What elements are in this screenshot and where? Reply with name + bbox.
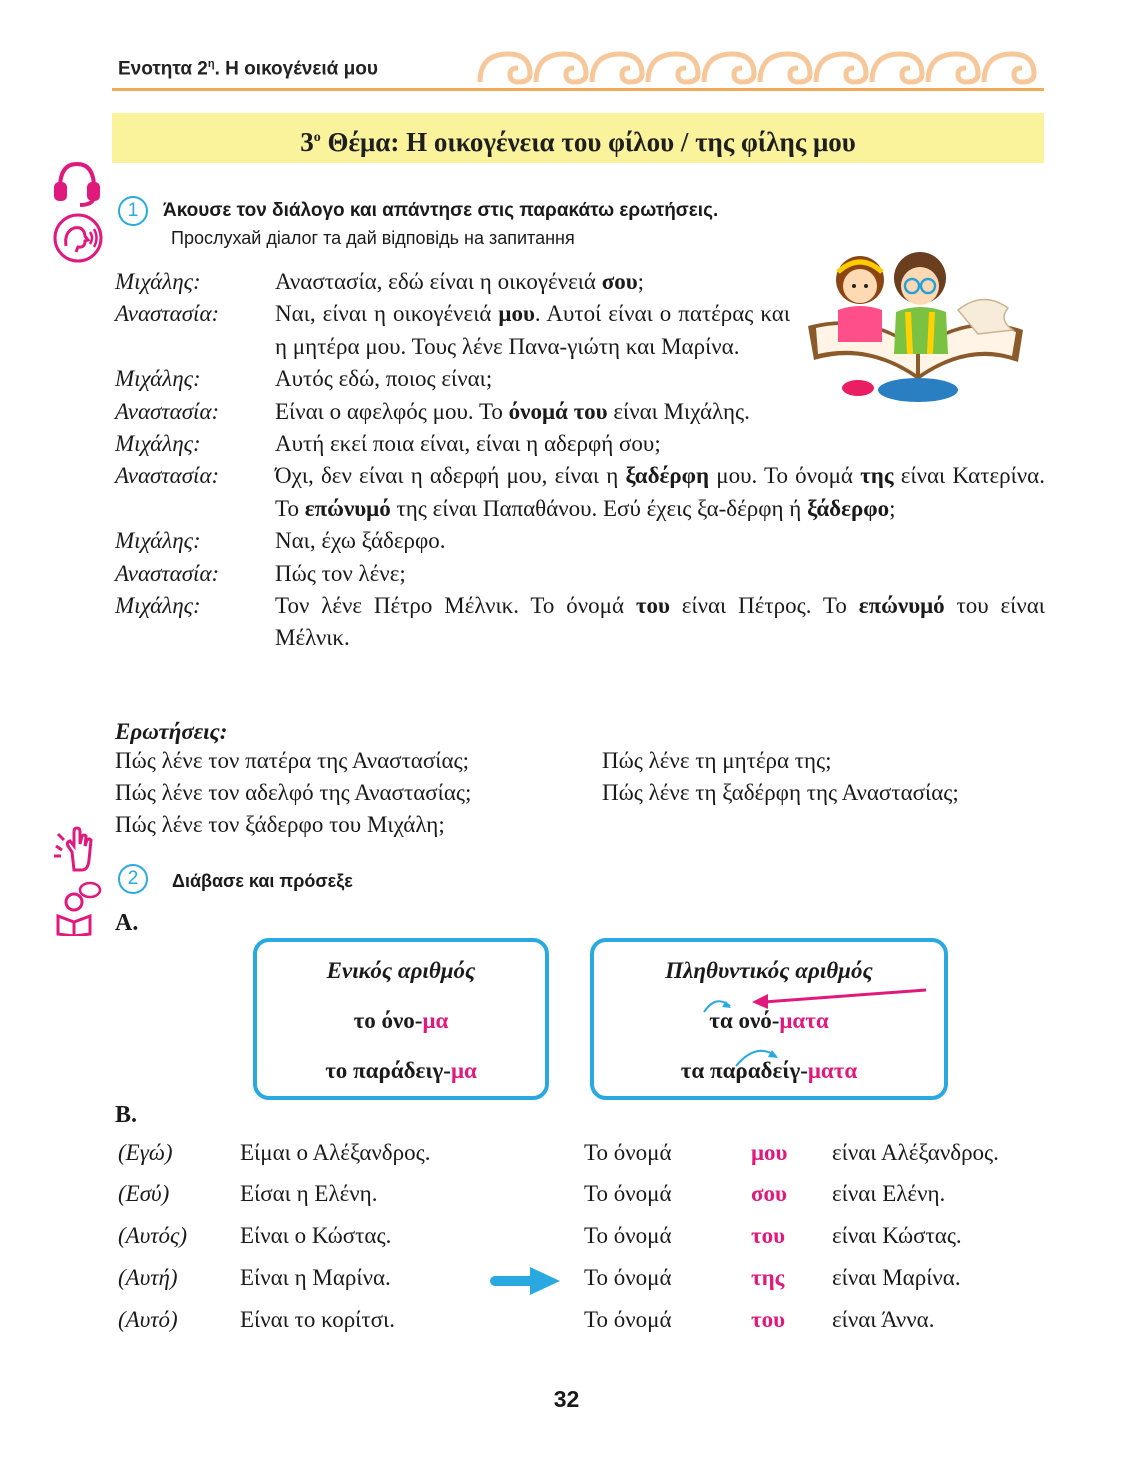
section-a-label: Α. <box>115 910 139 936</box>
possessive: του <box>751 1223 786 1248</box>
possessive: του <box>751 1307 786 1332</box>
singular-row <box>257 1058 545 1084</box>
exercise-1-instruction: Άκουσε τον διάλογο και απάντησε στις παρακάτω ερωτήσεις. <box>163 200 719 221</box>
dialogue-line <box>275 298 1045 363</box>
plural-title: Πληθυντικός αριθμός <box>665 958 873 983</box>
name-prefix: Το όνομά <box>584 1307 672 1332</box>
right-arrow-icon <box>490 1265 562 1297</box>
dialogue-line <box>275 558 1045 590</box>
pronoun: (Αυτή) <box>118 1265 178 1290</box>
dialogue-line <box>275 590 1045 655</box>
pronoun: (Εγώ) <box>118 1140 173 1165</box>
pronoun: (Αυτός) <box>118 1223 187 1248</box>
text: . Αυτοί είναι ο πατέρας και η μητέρα μου. Τους λένε Πανα-γιώτη και Μαρίνα. <box>275 301 791 359</box>
dialogue-row <box>115 266 1045 298</box>
text: ; <box>637 269 645 294</box>
possessive: της <box>751 1265 785 1290</box>
bold-word: όνομά του <box>508 398 608 424</box>
topic-banner <box>112 113 1044 163</box>
text: Ναι, έχω ξάδερφο. <box>275 528 446 554</box>
question: Πώς λένε τη ξαδέρφη της Αναστασίας; <box>602 780 959 805</box>
text: Πώς τον λένε; <box>275 560 406 586</box>
sentence: Είναι η Μαρίνα. <box>240 1265 391 1290</box>
header-rule <box>112 88 1044 91</box>
stress-arrows <box>590 938 948 1100</box>
speaker: Αναστασία: <box>115 560 220 586</box>
speaker: Αναστασία: <box>115 463 220 489</box>
speaker: Αναστασία: <box>115 301 220 327</box>
text: είναι Πέτρος. Το <box>669 593 859 619</box>
sentence: Είσαι η Ελένη. <box>240 1181 378 1206</box>
word-stem: τα ονό- <box>709 1008 780 1033</box>
dialogue-row <box>115 428 1045 460</box>
pronoun: (Αυτό) <box>118 1307 178 1332</box>
section-b-label: Β. <box>115 1102 138 1128</box>
unit-title-sup: η <box>207 58 215 70</box>
question: Πώς λένε τον αδελφό της Αναστασίας; <box>115 780 472 805</box>
page-number: 32 <box>553 1386 580 1412</box>
possessive: μου <box>751 1140 788 1165</box>
name-prefix: Το όνομά <box>584 1181 672 1206</box>
name-prefix: Το όνομά <box>584 1223 672 1248</box>
dialogue-row <box>115 298 1045 363</box>
sentence: Είναι ο Κώστας. <box>240 1223 392 1248</box>
speaker: Μιχάλης: <box>115 528 201 554</box>
speaker: Αναστασία: <box>115 398 220 424</box>
dialogue-row <box>115 396 1045 428</box>
unit-title-suffix: . Η οικογένειά μου <box>214 58 378 80</box>
dialogue-row <box>115 590 1045 655</box>
speaking-head-icon <box>52 212 104 264</box>
question: Πώς λένε τον ξάδερφο του Μιχάλη; <box>115 812 445 837</box>
exercise-1-number: 1 <box>118 196 148 226</box>
dialogue-line <box>275 266 1045 298</box>
name-rest: είναι Κώστας. <box>832 1223 962 1248</box>
word-ending: ματα <box>779 1008 829 1033</box>
singular-box <box>253 938 549 1100</box>
greek-key-ornament <box>470 46 1044 88</box>
dialogue-row <box>115 363 1045 395</box>
dialogue-line <box>275 460 1045 525</box>
name-rest: είναι Μαρίνα. <box>832 1265 961 1290</box>
dialogue-line <box>275 428 1045 460</box>
reading-child-icon <box>52 880 104 936</box>
text: της είναι Παπαθάνου. Εσύ έχεις ξα-δέρφη ή <box>390 495 808 521</box>
raised-hand-icon <box>52 826 100 874</box>
dialogue-line <box>275 396 1045 428</box>
name-prefix: Το όνομά <box>584 1265 672 1290</box>
headphones-icon <box>52 158 102 208</box>
bold-word: της <box>860 463 894 489</box>
dialogue-row <box>115 460 1045 525</box>
word-ending: μα <box>450 1058 477 1083</box>
unit-title <box>118 58 378 80</box>
word-stem: το παράδειγ- <box>325 1058 451 1083</box>
bold-word: ξάδερφο <box>807 495 890 521</box>
speaker: Μιχάλης: <box>115 593 201 619</box>
singular-row <box>257 1008 545 1034</box>
name-rest: είναι Αλέξανδρος. <box>832 1140 999 1165</box>
name-rest: είναι Άννα. <box>832 1307 935 1332</box>
text: είναι Κατερίνα. Το <box>275 463 1045 521</box>
name-rest: είναι Ελένη. <box>832 1181 946 1206</box>
text: Όχι, δεν είναι η αδερφή μου, είναι η <box>275 463 626 489</box>
pronoun: (Εσύ) <box>118 1181 170 1206</box>
text: Αυτός εδώ, ποιος είναι; <box>275 366 493 392</box>
bold-word: επώνυμό <box>858 593 945 619</box>
singular-title: Ενικός αριθμός <box>326 958 476 983</box>
name-prefix: Το όνομά <box>584 1140 672 1165</box>
exercise-1-instruction-ua: Прослухай діалог та дай відповідь на запитання <box>171 228 575 248</box>
text: Τον λένε Πέτρο Μέλνικ. Το όνομά <box>275 593 636 619</box>
dialogue <box>115 266 1045 655</box>
exercise-2-instruction: Διάβασε και πρόσεξε <box>172 871 353 891</box>
sentence: Είναι το κορίτσι. <box>240 1307 395 1332</box>
text: Ναι, είναι η οικογένειά <box>275 301 499 327</box>
unit-title-text: Ενοτητα 2 <box>118 58 208 80</box>
bold-word: σου <box>601 269 638 294</box>
questions-title: Ερωτήσεις: <box>115 719 228 744</box>
dialogue-row <box>115 558 1045 590</box>
possessive: σου <box>751 1181 787 1206</box>
text: μου. Το όνομά <box>709 463 861 489</box>
dialogue-row <box>115 525 1045 557</box>
word-ending: ματα <box>807 1058 858 1083</box>
bold-word: μου <box>498 301 535 327</box>
text: ; <box>889 495 896 521</box>
dialogue-line <box>275 525 1045 557</box>
bold-word: ξαδέρφη <box>625 463 710 489</box>
word-stem: τα παραδείγ- <box>680 1058 808 1083</box>
text: του είναι Μέλνικ. <box>275 593 1045 651</box>
dialogue-line <box>275 363 1045 395</box>
text: είναι Μιχάλης. <box>607 398 750 424</box>
bold-word: του <box>635 593 670 619</box>
bold-word: επώνυμό <box>304 495 391 521</box>
speaker: Μιχάλης: <box>115 431 201 457</box>
text: Είναι ο αφελφός μου. Το <box>275 398 509 424</box>
topic-number: 3 <box>300 127 314 157</box>
exercise-2-number: 2 <box>118 864 148 894</box>
speaker: Μιχάλης: <box>115 366 201 392</box>
question: Πώς λένε τον πατέρα της Αναστασίας; <box>115 748 469 773</box>
question: Πώς λένε τη μητέρα της; <box>602 748 832 773</box>
text: Αυτή εκεί ποια είναι, είναι η αδερφή σου; <box>275 431 661 457</box>
word-ending: μα <box>422 1008 449 1033</box>
speaker: Μιχάλης: <box>115 269 201 294</box>
topic-sup: ο <box>313 130 321 145</box>
text: Αναστασία, εδώ είναι η οικογένειά <box>275 269 602 294</box>
sentence: Είμαι ο Αλέξανδρος. <box>240 1140 431 1165</box>
word-stem: το όνο- <box>353 1008 423 1033</box>
topic-title: Θέμα: Η οικογένεια του φίλου / της φίλης μου <box>320 127 856 157</box>
